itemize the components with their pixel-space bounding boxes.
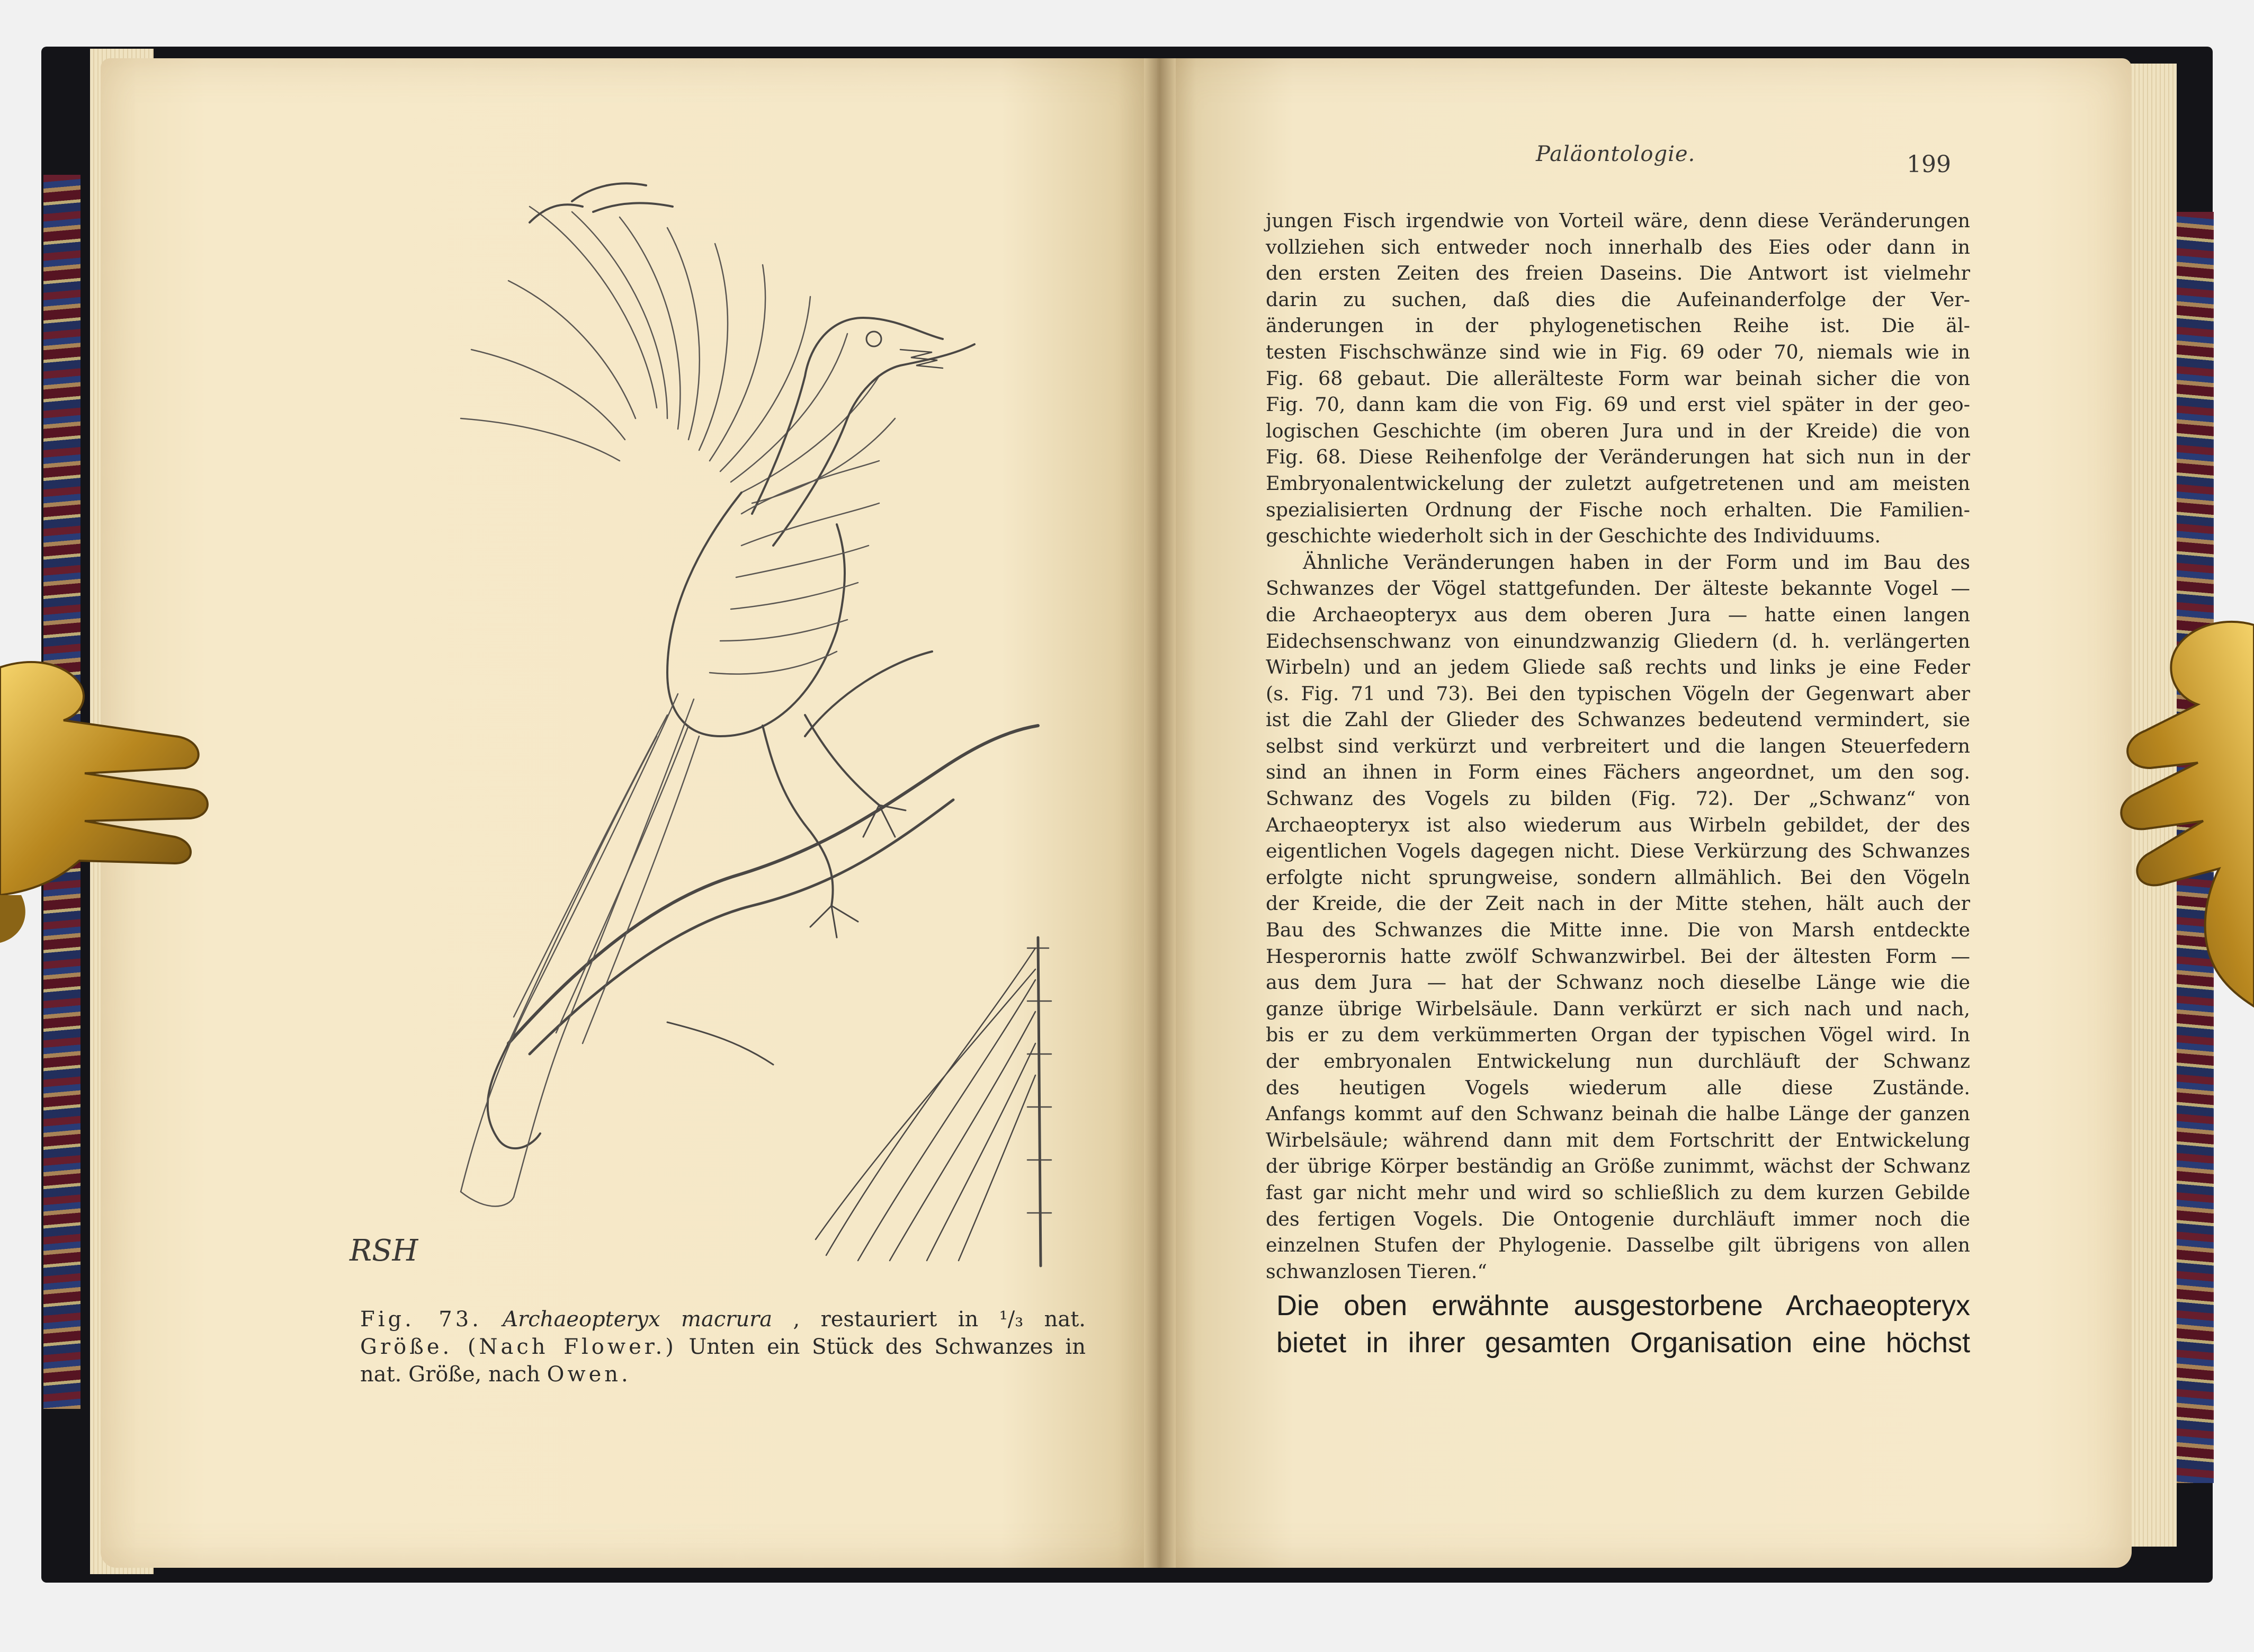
text-line: Embryonalentwickelung der zuletzt aufgetretenen und am meisten	[1266, 471, 1970, 495]
caption-line3-start: nat. Größe, nach	[360, 1362, 547, 1387]
paragraph-2	[1266, 549, 1970, 1285]
text-line: erfolgte nicht sprungweise, sondern allmählich. Bei den Vögeln	[1266, 865, 1970, 889]
caption-line-2	[360, 1333, 1086, 1361]
text-line: fast gar nicht mehr und wird so schließlich zu dem kurzen Gebilde	[1266, 1181, 1970, 1204]
text-line: Anfangs kommt auf den Schwanz beinah die halbe Länge der ganzen	[1266, 1102, 1970, 1126]
text-line: aus dem Jura — hat der Schwanz noch dieselbe Länge wie die	[1266, 971, 1970, 994]
archaeopteryx-illustration	[350, 143, 1075, 1282]
text-line: schwanzlosen Tieren.“	[1266, 1260, 1487, 1283]
text-line: bis er zu dem verkümmerten Organ der typischen Vögel wird. In	[1266, 1023, 1970, 1047]
text-line: geschichte wiederholt sich in der Geschichte des Individuums.	[1266, 524, 1881, 548]
text-line: Schwanzes der Vögel stattgefunden. Der älteste bekannte Vogel —	[1266, 577, 1970, 600]
text-line: Fig. 68. Diese Reihenfolge der Veränderungen hat sich nun in der	[1266, 445, 1970, 469]
caption-species: Archaeopteryx macrura	[503, 1307, 773, 1332]
caption-line-1	[360, 1306, 1086, 1333]
text-line: der embryonalen Entwickelung nun durchläuft der Schwanz	[1266, 1050, 1970, 1073]
text-line: darin zu suchen, daß dies die Aufeinanderfolge der Ver-	[1266, 288, 1970, 311]
text-line: Hesperornis hatte zwölf Schwanzwirbel. Bei der ältesten Form —	[1266, 944, 1970, 968]
text-line: Die oben erwähnte ausgestorbene Archaeopteryx	[1276, 1290, 1970, 1321]
text-line: der Kreide, die der Zeit nach in der Mitte stehen, hält auch der	[1266, 892, 1970, 915]
paragraph-1	[1266, 208, 1970, 549]
text-line: sind an ihnen in Form eines Fächers angeordnet, um den sog.	[1266, 761, 1970, 784]
caption-line3-spaced: Owen	[547, 1362, 622, 1387]
text-line: Eidechsenschwanz von einundzwanzig Gliedern (d. h. verlängerten	[1266, 629, 1970, 653]
text-line: Bau des Schwanzes die Mitte inne. Die von Marsh entdeckte	[1266, 918, 1970, 942]
text-line: eigentlichen Vogels dagegen nicht. Diese Verkürzung des Schwanzes	[1266, 840, 1970, 863]
text-line: der übrige Körper beständig an Größe zunimmt, wächst der Schwanz	[1266, 1155, 1970, 1178]
book-gutter	[1144, 58, 1176, 1568]
modern-text	[1276, 1287, 1970, 1361]
text-line: (s. Fig. 71 und 73). Bei den typischen Vögeln der Gegenwart aber	[1266, 682, 1970, 705]
text-line: des fertigen Vogels. Die Ontogenie durchläuft immer noch die	[1266, 1207, 1970, 1230]
text-line: bietet in ihrer gesamten Organisation eine höchst	[1276, 1327, 1970, 1359]
text-line: selbst sind verkürzt und verbreitert und die langen Steuerfedern	[1266, 734, 1970, 757]
text-line: Wirbeln) und an jedem Gliede saß rechts und links je eine Feder	[1266, 656, 1970, 679]
body-text	[1266, 208, 1970, 1284]
text-line: Wirbelsäule; während dann mit dem Fortschritt der Entwickelung	[1266, 1128, 1970, 1151]
page-number: 199	[1907, 151, 1951, 178]
brass-hand-holder-left	[0, 651, 222, 948]
text-line: Schwanz des Vogels zu bilden (Fig. 72). Der „Schwanz“ von	[1266, 787, 1970, 810]
text-line: den ersten Zeiten des freien Daseins. Die Antwort ist vielmehr	[1266, 262, 1970, 285]
text-line: Fig. 68 gebaut. Die allerälteste Form war beinah sicher die von	[1266, 367, 1970, 390]
brass-hand-holder-right	[2113, 614, 2254, 1017]
text-line: testen Fischschwänze sind wie in Fig. 69 oder 70, niemals wie in	[1266, 340, 1970, 363]
text-line: spezialisierten Ordnung der Fische noch erhalten. Die Familien-	[1266, 498, 1970, 521]
text-line: ist die Zahl der Glieder des Schwanzes bedeutend vermindert, sie	[1266, 708, 1970, 731]
text-line: Archaeopteryx ist also wiederum aus Wirbeln gebildet, der des	[1266, 813, 1970, 836]
text-line: einzelnen Stufen der Phylogenie. Dasselbe gilt übrigens von allen	[1266, 1234, 1970, 1257]
text-line: Fig. 70, dann kam die von Fig. 69 und erst viel später in der geo-	[1266, 393, 1970, 416]
caption-line2-spaced: Größe. (Nach Flower.)	[360, 1335, 677, 1359]
text-line: Ähnliche Veränderungen haben in der Form und im Bau des	[1303, 550, 1970, 574]
text-line: des heutigen Vogels wiederum alle diese Zustände.	[1266, 1076, 1970, 1099]
text-line: jungen Fisch irgendwie von Vorteil wäre, denn diese Veränderungen	[1266, 209, 1970, 232]
caption-line3-end: .	[621, 1362, 628, 1387]
text-line: ganze übrige Wirbelsäule. Dann verkürzt er sich nach und nach,	[1266, 997, 1970, 1020]
caption-after-species: , restauriert in ¹/₃ nat.	[793, 1307, 1086, 1332]
text-line: vollziehen sich entweder noch innerhalb des Eies oder dann in	[1266, 235, 1970, 258]
running-head: Paläontologie.	[1536, 142, 1696, 166]
caption-line-3	[360, 1361, 1086, 1388]
figure-caption	[360, 1306, 1086, 1388]
text-line: änderungen in der phylogenetischen Reihe ist. Die äl-	[1266, 314, 1970, 337]
caption-label: Fig. 73.	[360, 1307, 482, 1332]
artist-monogram: RSH	[350, 1234, 418, 1268]
caption-line2-rest: Unten ein Stück des Schwanzes in	[688, 1335, 1086, 1359]
text-line: die Archaeopteryx aus dem oberen Jura — hatte einen langen	[1266, 603, 1970, 626]
text-line: logischen Geschichte (im oberen Jura und in der Kreide) die von	[1266, 419, 1970, 442]
